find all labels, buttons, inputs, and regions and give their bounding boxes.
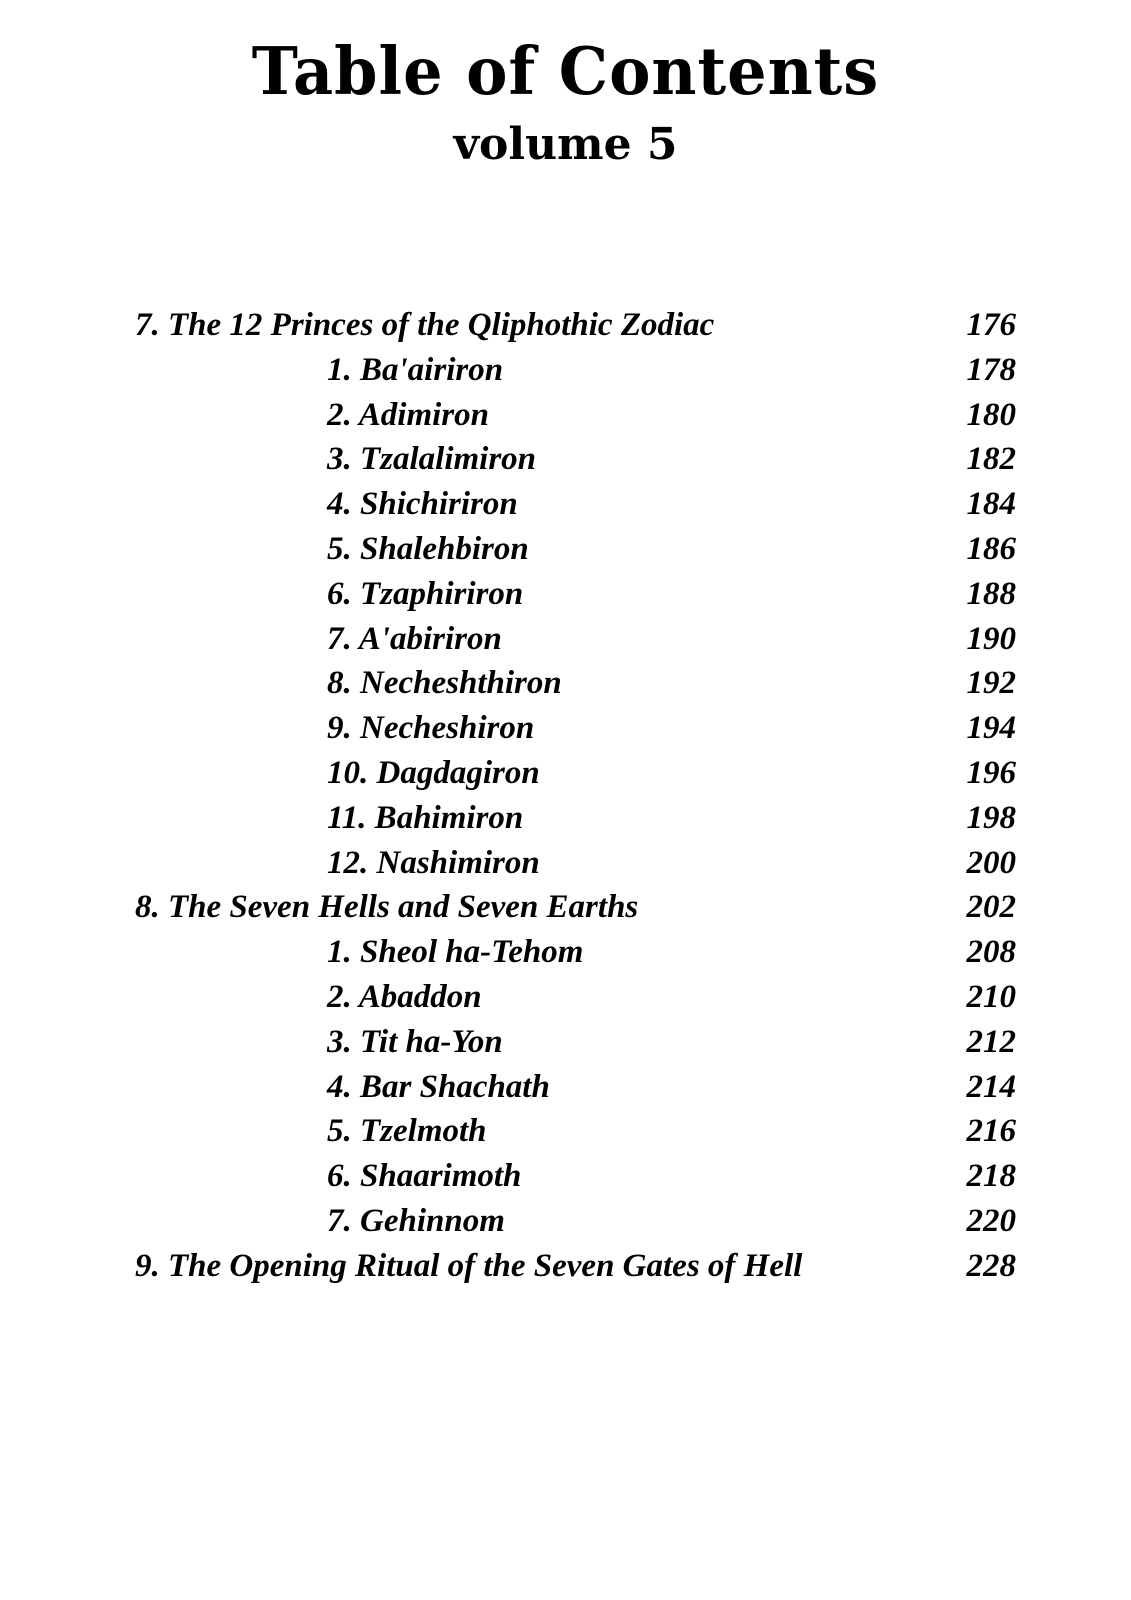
- toc-entry-title: 6. Shaarimoth: [327, 1158, 522, 1195]
- toc-entry: [0, 1244, 1131, 1289]
- toc-subentry: [0, 1154, 1131, 1199]
- toc-subentry: [0, 975, 1131, 1020]
- toc-entry-page: 228: [966, 1247, 1016, 1284]
- toc-entry-title: 4. Shichiriron: [327, 486, 518, 523]
- toc-entry-page: 184: [966, 486, 1016, 523]
- toc-entry-page: 216: [966, 1113, 1016, 1150]
- toc-subentry: [0, 930, 1131, 975]
- toc-entry-title: 8. Necheshthiron: [327, 665, 562, 702]
- toc-entry-title: 10. Dagdagiron: [327, 754, 540, 791]
- toc-entry-page: 178: [966, 351, 1016, 388]
- toc-subentry: [0, 1109, 1131, 1154]
- toc-entry-title: 2. Adimiron: [327, 396, 489, 433]
- toc-subentry: [0, 527, 1131, 572]
- toc-entry-page: 180: [966, 396, 1016, 433]
- toc-entry-page: 192: [966, 665, 1016, 702]
- toc-entry-title: 2. Abaddon: [327, 978, 482, 1015]
- toc-entry-title: 12. Nashimiron: [327, 844, 540, 881]
- toc-entry-page: 182: [966, 441, 1016, 478]
- toc-entry-title: 7. A'abiriron: [327, 620, 502, 657]
- toc-entry-title: 7. Gehinnom: [327, 1202, 505, 1239]
- toc-entry-title: 4. Bar Shachath: [327, 1068, 550, 1105]
- toc-entry-title: 1. Sheol ha-Tehom: [327, 934, 584, 971]
- toc-entry-title: 5. Shalehbiron: [327, 530, 529, 567]
- toc-entry-title: 3. Tzalalimiron: [327, 441, 537, 478]
- toc-entry-title: 1. Ba'airiron: [327, 351, 504, 388]
- toc-subentry: [0, 796, 1131, 841]
- toc-subentry: [0, 1199, 1131, 1244]
- toc-subentry: [0, 482, 1131, 527]
- toc-entry-page: 190: [966, 620, 1016, 657]
- toc-entry-title: 3. Tit ha-Yon: [327, 1023, 503, 1060]
- toc-subentry: [0, 661, 1131, 706]
- toc-entry-title: 9. The Opening Ritual of the Seven Gates of Hell: [135, 1247, 803, 1284]
- toc-subentry: [0, 751, 1131, 796]
- toc-entry-title: 6. Tzaphiriron: [327, 575, 524, 612]
- toc-entry-page: 194: [966, 710, 1016, 747]
- toc-entry-page: 218: [966, 1158, 1016, 1195]
- toc-entry-page: 196: [966, 754, 1016, 791]
- toc-entry: [0, 885, 1131, 930]
- toc-entry-page: 212: [966, 1023, 1016, 1060]
- toc-entry-page: 198: [966, 799, 1016, 836]
- toc-entry-title: 9. Necheshiron: [327, 710, 535, 747]
- toc-entry-title: 7. The 12 Princes of the Qliphothic Zodiac: [135, 307, 715, 343]
- toc-subentry: [0, 706, 1131, 751]
- toc-entry: [0, 303, 1131, 348]
- toc-entry-title: 8. The Seven Hells and Seven Earths: [135, 889, 639, 926]
- toc-entry-title: 5. Tzelmoth: [327, 1113, 487, 1150]
- toc-entry-title: 11. Bahimiron: [327, 799, 524, 836]
- toc-entry-page: 186: [966, 530, 1016, 567]
- toc-subentry: [0, 1020, 1131, 1065]
- page-title: Table of Contents: [251, 33, 880, 110]
- toc-subentry: [0, 572, 1131, 617]
- toc-subentry: [0, 617, 1131, 662]
- toc-entry-page: 202: [966, 889, 1016, 926]
- toc-entry-page: 210: [966, 978, 1016, 1015]
- toc-subentry: [0, 841, 1131, 886]
- toc-entry-page: 214: [966, 1068, 1016, 1105]
- table-of-contents: [0, 303, 1131, 1289]
- toc-subentry: [0, 393, 1131, 438]
- toc-entry-page: 208: [966, 934, 1016, 971]
- toc-subentry: [0, 348, 1131, 393]
- toc-entry-page: 188: [966, 575, 1016, 612]
- toc-entry-page: 176: [966, 307, 1016, 343]
- volume-subtitle: volume 5: [453, 119, 678, 170]
- toc-entry-page: 200: [966, 844, 1016, 881]
- toc-subentry: [0, 437, 1131, 482]
- toc-entry-page: 220: [966, 1202, 1016, 1239]
- toc-subentry: [0, 1065, 1131, 1110]
